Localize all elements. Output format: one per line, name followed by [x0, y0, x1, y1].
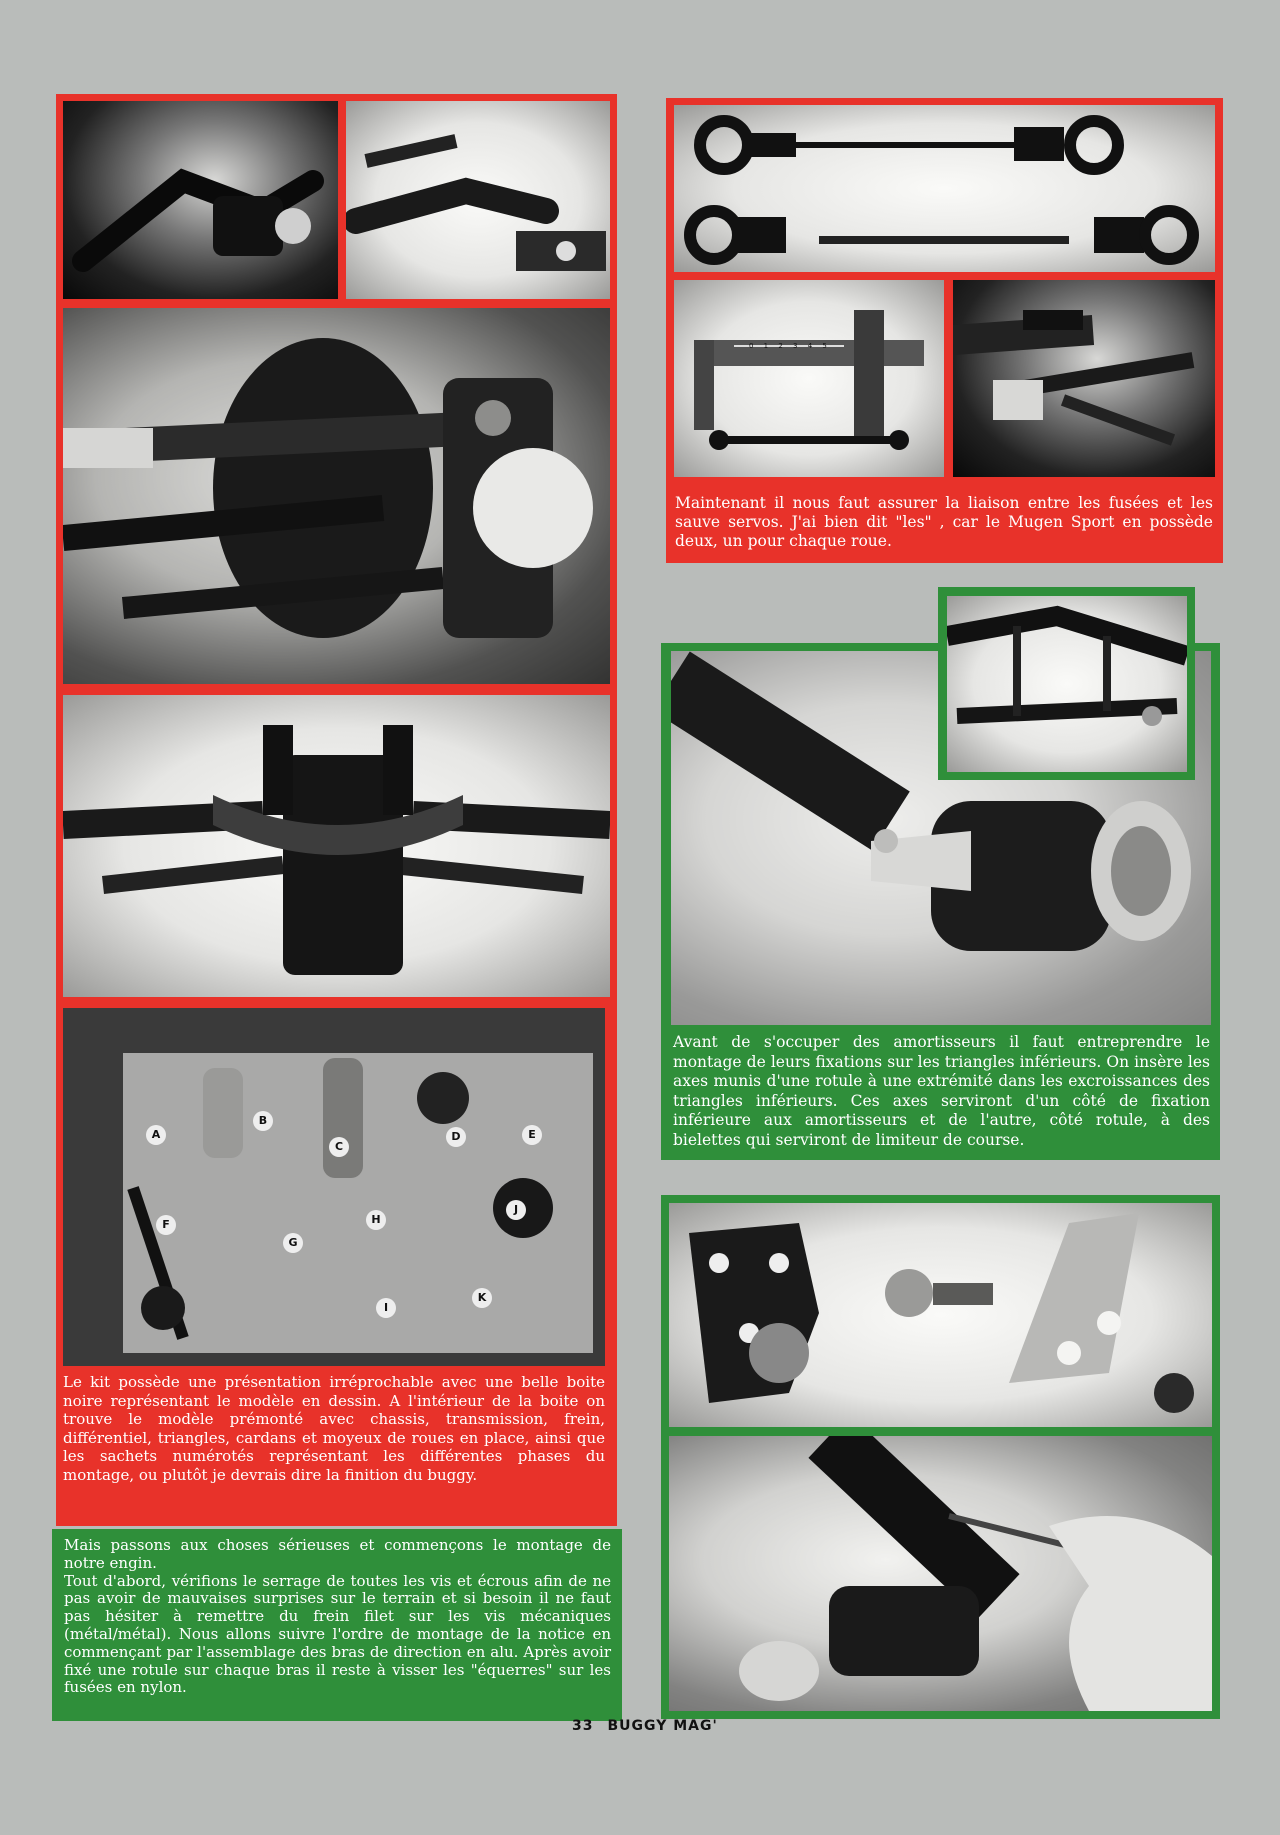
photo-front-bulkhead	[63, 695, 610, 997]
transmission-illustration	[63, 308, 610, 684]
hands-illustration	[669, 1436, 1212, 1711]
photo-rear-arm-closeup	[346, 101, 610, 299]
bag-label-c: C	[329, 1137, 349, 1157]
photo-front-arm-closeup	[63, 101, 338, 299]
photo-kit-contents	[63, 1008, 605, 1366]
caption-kit-presentation: Le kit possède une présentation irréprochable avec une belle boite noire représentant le modèle en dessin. A l'intérieur de la boite on trouve le modèle prémonté avec chassis, transmission, frein, différentiel, triangles, cardans et moyeux de roues en place, ainsi que les sachets numérotés représentant les différentes phases du montage, ou plutôt je devrais dire la finition du buggy.	[63, 1373, 605, 1484]
photo-rear-transmission	[63, 308, 610, 684]
caption-shock-mounts: Avant de s'occuper des amortisseurs il faut entreprendre le montage de leurs fixations sur les triangles inférieurs. On insère les axes munis d'une rotule à une extrémité dans les excroissances des triangles inférieurs. Ces axes serviront d'un côté de fixation inférieure aux amortisseurs et de l'autre, côté rotule, à des bielettes qui serviront de limiteur de course.	[673, 1033, 1210, 1149]
bag-label-k: K	[472, 1288, 492, 1308]
linkage-illustration	[953, 280, 1215, 477]
brackets-illustration	[669, 1203, 1212, 1427]
tie-rods-illustration	[674, 105, 1215, 272]
page-footer	[572, 1718, 718, 1734]
bag-label-b: B	[253, 1111, 273, 1131]
bag-label-f: F	[156, 1215, 176, 1235]
caption-assembly-start: Mais passons aux choses sérieuses et commençons le montage de notre engin. Tout d'abord, vérifions le serrage de toutes les vis et écrous afin de ne pas avoir de mauvaises surprises sur le terrain et si besoin il ne faut pas hésiter à remettre du frein filet sur les vis mécaniques (métal/métal). Nous allons suivre l'ordre de montage de la notice en commençant par l'assemblage des bras de direction en alu. Après avoir fixé une rotule sur chaque bras il reste à visser les "équerres" sur les fusées en nylon.	[64, 1536, 611, 1697]
caption-tie-rods: Maintenant il nous faut assurer la liaison entre les fusées et les sauve servos. J'ai bien dit "les" , car le Mugen Sport en possède deux, un pour chaque roue.	[675, 494, 1213, 550]
bag-label-g: G	[283, 1233, 303, 1253]
bag-label-e: E	[522, 1125, 542, 1145]
suspension-arm-illustration	[63, 101, 338, 299]
bulkhead-illustration	[63, 695, 610, 997]
magazine-name: BUGGY MAG'	[607, 1718, 718, 1734]
bag-label-i: I	[376, 1298, 396, 1318]
bag-label-d: D	[446, 1127, 466, 1147]
bag-label-j: J	[506, 1200, 526, 1220]
photo-mounting-parts	[669, 1203, 1212, 1427]
caliper-illustration	[674, 280, 944, 477]
photo-steering-linkage	[953, 280, 1215, 477]
bag-label-a: A	[146, 1125, 166, 1145]
photo-caliper-measure	[674, 280, 944, 477]
photo-hands-assembly	[669, 1436, 1212, 1711]
bag-label-h: H	[366, 1210, 386, 1230]
kit-bags-illustration	[63, 1008, 605, 1366]
caliper-scale-numbers: 0 1 2 3 4 5	[749, 342, 831, 350]
photo-tie-rods	[674, 105, 1215, 272]
page-number: 33	[572, 1718, 594, 1734]
lower-arm-illustration	[947, 596, 1187, 772]
suspension-arm-illustration-2	[346, 101, 610, 299]
photo-inset-lower-arm	[947, 596, 1187, 772]
